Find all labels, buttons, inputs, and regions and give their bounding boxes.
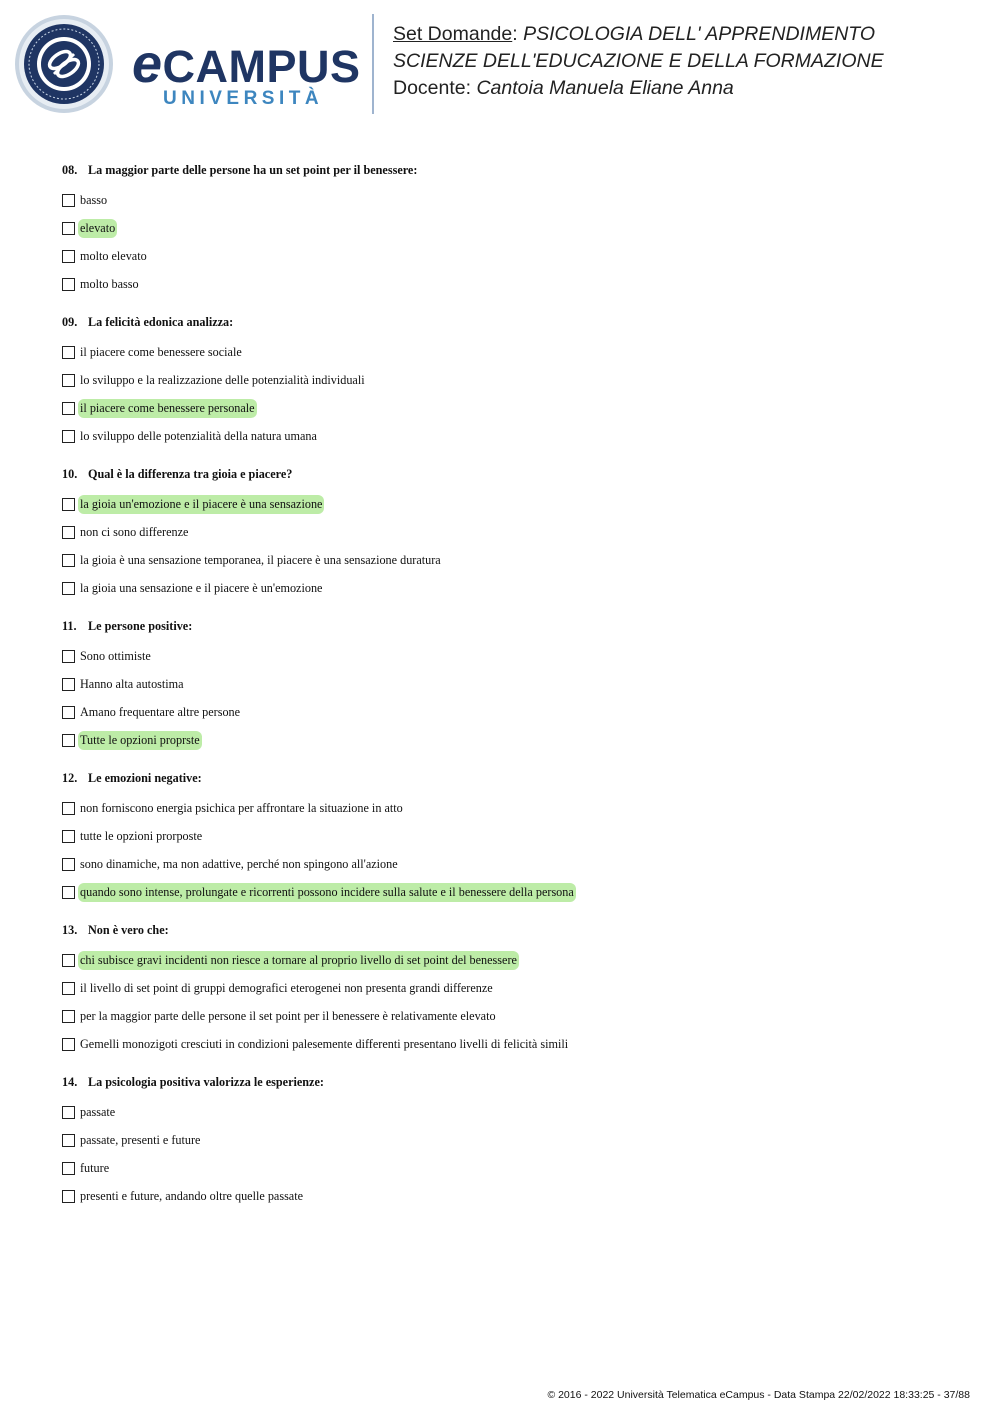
question-number: 08.: [62, 163, 78, 177]
correct-answer-text: chi subisce gravi incidenti non riesce a tornare al proprio livello di set point del benessere: [78, 951, 519, 970]
answer-checkbox[interactable]: [62, 402, 75, 415]
page-footer: © 2016 - 2022 Università Telematica eCampus - Data Stampa 22/02/2022 18:33:25 - 37/88: [547, 1389, 970, 1401]
question-text: Le emozioni negative:: [88, 771, 202, 785]
question-text: Non è vero che:: [88, 923, 169, 937]
question-item: [62, 160, 962, 298]
answer-option[interactable]: [62, 726, 962, 754]
set-label: Set Domande: [393, 23, 513, 45]
answer-text: Amano frequentare altre persone: [80, 704, 241, 719]
answer-option[interactable]: [62, 422, 962, 450]
header-divider: [372, 14, 374, 114]
question-title: [62, 160, 962, 180]
answer-text: molto elevato: [80, 248, 147, 263]
header-info: [393, 21, 993, 102]
question-number: 09.: [62, 315, 78, 329]
answer-option[interactable]: [62, 642, 962, 670]
answer-checkbox[interactable]: [62, 678, 75, 691]
answer-text: molto basso: [80, 276, 139, 291]
question-title: [62, 312, 962, 332]
answer-options: [62, 490, 962, 602]
question-item: [62, 768, 962, 906]
answer-option[interactable]: [62, 1182, 962, 1210]
answer-options: [62, 642, 962, 754]
answer-text: Sono ottimiste: [80, 648, 151, 663]
answer-option[interactable]: [62, 270, 962, 298]
answer-option[interactable]: [62, 822, 962, 850]
answer-checkbox[interactable]: [62, 430, 75, 443]
answer-checkbox[interactable]: [62, 1106, 75, 1119]
answer-checkbox[interactable]: [62, 1038, 75, 1051]
question-number: 13.: [62, 923, 78, 937]
answer-option[interactable]: [62, 1098, 962, 1126]
answer-checkbox[interactable]: [62, 222, 75, 235]
brand-name: eCAMPUS: [132, 34, 361, 94]
question-title: [62, 1072, 962, 1092]
page-header: [0, 0, 1000, 130]
answer-option[interactable]: [62, 878, 962, 906]
answer-checkbox[interactable]: [62, 582, 75, 595]
answer-text: basso: [80, 192, 108, 207]
answer-option[interactable]: [62, 1030, 962, 1058]
question-title: [62, 616, 962, 636]
program-title: SCIENZE DELL'EDUCAZIONE E DELLA FORMAZIONE: [393, 50, 884, 72]
correct-answer-text: Tutte le opzioni proprste: [78, 731, 202, 750]
answer-text: passate, presenti e future: [80, 1132, 201, 1147]
answer-checkbox[interactable]: [62, 706, 75, 719]
correct-answer-text: elevato: [78, 219, 117, 238]
answer-option[interactable]: [62, 186, 962, 214]
answer-checkbox[interactable]: [62, 650, 75, 663]
answer-text: Hanno alta autostima: [80, 676, 184, 691]
answer-checkbox[interactable]: [62, 858, 75, 871]
answer-text: lo sviluppo delle potenzialità della natura umana: [80, 428, 317, 443]
answer-text: Gemelli monozigoti cresciuti in condizioni palesemente differenti presentano livelli di felicità simili: [80, 1036, 569, 1051]
answer-option[interactable]: [62, 242, 962, 270]
question-title: [62, 464, 962, 484]
answer-option[interactable]: [62, 1002, 962, 1030]
answer-text: passate: [80, 1104, 116, 1119]
answer-text: tutte le opzioni prorposte: [80, 828, 203, 843]
answer-text: presenti e future, andando oltre quelle passate: [80, 1188, 304, 1203]
answer-option[interactable]: [62, 946, 962, 974]
answer-text: non forniscono energia psichica per affrontare la situazione in atto: [80, 800, 403, 815]
answer-checkbox[interactable]: [62, 982, 75, 995]
answer-checkbox[interactable]: [62, 1190, 75, 1203]
question-number: 11.: [62, 619, 77, 633]
answer-option[interactable]: [62, 974, 962, 1002]
question-text: Le persone positive:: [88, 619, 193, 633]
teacher-line: [393, 75, 993, 102]
question-text: La felicità edonica analizza:: [88, 315, 234, 329]
answer-text: la gioia è una sensazione temporanea, il piacere è una sensazione duratura: [80, 552, 441, 567]
answer-checkbox[interactable]: [62, 346, 75, 359]
question-item: [62, 1072, 962, 1210]
answer-checkbox[interactable]: [62, 734, 75, 747]
answer-option[interactable]: [62, 794, 962, 822]
answer-checkbox[interactable]: [62, 1162, 75, 1175]
answer-checkbox[interactable]: [62, 194, 75, 207]
correct-answer-text: quando sono intense, prolungate e ricorrenti possono incidere sulla salute e il benessere della persona: [78, 883, 576, 902]
answer-option[interactable]: [62, 546, 962, 574]
answer-checkbox[interactable]: [62, 498, 75, 511]
answer-option[interactable]: [62, 366, 962, 394]
answer-option[interactable]: [62, 490, 962, 518]
question-text: Qual è la differenza tra gioia e piacere?: [88, 467, 293, 481]
answer-option[interactable]: [62, 518, 962, 546]
question-item: [62, 616, 962, 754]
answer-option[interactable]: [62, 850, 962, 878]
question-item: [62, 464, 962, 602]
answer-option[interactable]: [62, 214, 962, 242]
answer-option[interactable]: [62, 698, 962, 726]
answer-text: il livello di set point di gruppi demografici eterogenei non presenta grandi differenze: [80, 980, 493, 995]
question-number: 12.: [62, 771, 78, 785]
question-title: [62, 920, 962, 940]
answer-options: [62, 186, 962, 298]
course-title: PSICOLOGIA DELL' APPRENDIMENTO: [523, 23, 876, 45]
question-number: 10.: [62, 467, 78, 481]
answer-option[interactable]: [62, 574, 962, 602]
answer-text: non ci sono differenze: [80, 524, 189, 539]
question-text: La maggior parte delle persone ha un set point per il benessere:: [88, 163, 418, 177]
ecampus-wordmark: [132, 34, 362, 112]
answer-option[interactable]: [62, 670, 962, 698]
brand-subtitle: UNIVERSITÀ: [163, 88, 324, 109]
answer-option[interactable]: [62, 1154, 962, 1182]
answer-options: [62, 946, 962, 1058]
question-text: La psicologia positiva valorizza le esperienze:: [88, 1075, 324, 1089]
answer-checkbox[interactable]: [62, 830, 75, 843]
answer-checkbox[interactable]: [62, 1134, 75, 1147]
question-item: [62, 312, 962, 450]
answer-checkbox[interactable]: [62, 554, 75, 567]
answer-text: per la maggior parte delle persone il set point per il benessere è relativamente elevato: [80, 1008, 496, 1023]
answer-text: future: [80, 1160, 110, 1175]
answer-checkbox[interactable]: [62, 250, 75, 263]
ecampus-seal-logo: [14, 14, 114, 114]
answer-text: la gioia una sensazione e il piacere è un'emozione: [80, 580, 323, 595]
answer-checkbox[interactable]: [62, 954, 75, 967]
answer-checkbox[interactable]: [62, 802, 75, 815]
question-list: [62, 160, 962, 1224]
answer-text: sono dinamiche, ma non adattive, perché non spingono all'azione: [80, 856, 398, 871]
answer-options: [62, 794, 962, 906]
teacher-name: Cantoia Manuela Eliane Anna: [476, 77, 734, 99]
course-line: Set Domande: PSICOLOGIA DELL' APPRENDIMENTO: [393, 23, 876, 45]
question-number: 14.: [62, 1075, 78, 1089]
answer-option[interactable]: [62, 394, 962, 422]
teacher-label: Docente:: [393, 77, 477, 99]
answer-option[interactable]: [62, 338, 962, 366]
correct-answer-text: la gioia un'emozione e il piacere è una sensazione: [78, 495, 324, 514]
answer-checkbox[interactable]: [62, 886, 75, 899]
question-item: [62, 920, 962, 1058]
answer-option[interactable]: [62, 1126, 962, 1154]
answer-checkbox[interactable]: [62, 526, 75, 539]
answer-text: lo sviluppo e la realizzazione delle potenzialità individuali: [80, 372, 365, 387]
question-title: [62, 768, 962, 788]
answer-text: il piacere come benessere sociale: [80, 344, 242, 359]
answer-options: [62, 338, 962, 450]
answer-checkbox[interactable]: [62, 278, 75, 291]
answer-checkbox[interactable]: [62, 374, 75, 387]
answer-options: [62, 1098, 962, 1210]
correct-answer-text: il piacere come benessere personale: [78, 399, 257, 418]
answer-checkbox[interactable]: [62, 1010, 75, 1023]
